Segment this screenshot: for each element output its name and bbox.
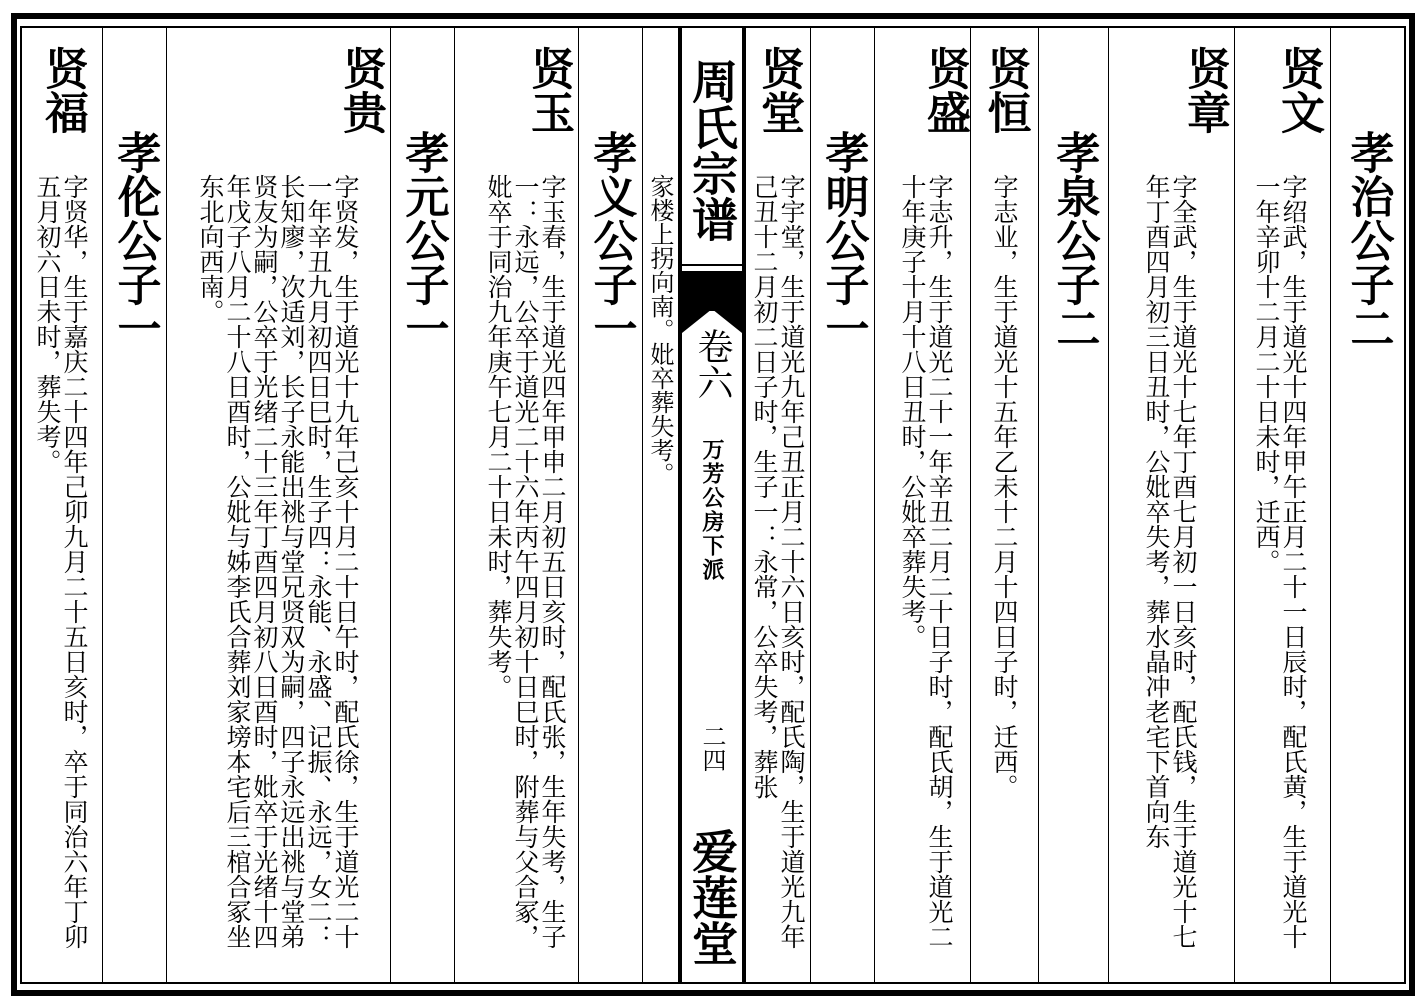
- person-name: 贤贵: [335, 46, 386, 134]
- lineage-heading: 孝治公子二: [1342, 130, 1394, 350]
- column-name-xiantang: [746, 28, 810, 982]
- book-spine: [678, 28, 746, 982]
- person-name: 贤文: [1273, 46, 1324, 134]
- spine-rule: [682, 264, 742, 266]
- column-name-xianwen: [1234, 28, 1330, 982]
- lineage-heading: 孝义公子一: [585, 130, 637, 350]
- hall-name: 爱莲堂: [685, 828, 739, 966]
- lineage-heading: 孝元公子一: [397, 130, 449, 350]
- biography-text: 字全武，生于道光十七年丁酉七月初一日亥时，配氏钱，生于道光十七年丁酉四月初三日丑时，公妣卒失考，葬水晶冲老宅下首向东: [1142, 174, 1198, 949]
- person-name: 贤玉: [523, 46, 574, 134]
- column-head-xiaoquan: [1038, 28, 1108, 982]
- column-head-xiaoyi: [578, 28, 642, 982]
- column-head-xiaozhi: [1330, 28, 1404, 982]
- biography-text: 字志业，生于道光十五年乙未十二月十四日子时，迁西。: [990, 174, 1019, 799]
- person-name: 贤章: [1179, 46, 1230, 134]
- column-head-xiaoyuan: [390, 28, 454, 982]
- column-head-xiaoming: [810, 28, 874, 982]
- branch-label: 万芳公房下派: [699, 438, 725, 582]
- column-name-xianzhang: [1108, 28, 1234, 982]
- biography-text: 字玉春，生于道光四年甲申二月初五日亥时，配氏张，生年失考，生子一：永远，公卒于道光二十六年丙午四月初十日巳时，附葬与父合冢，妣卒于同治九年庚午七月二十日未时，葬失考。: [484, 174, 567, 949]
- biography-text: 字志升，生于道光二十一年辛丑二月二十日子时，配氏胡，生于道光二十年庚子十月十八日丑时，公妣卒葬失考。: [898, 174, 954, 949]
- column-name-xianyu: [454, 28, 578, 982]
- biography-text: 字贤华，生于嘉庆二十四年己卯九月二十五日亥时，卒于同治六年丁卯五月初六日未时，葬失考。: [33, 174, 89, 949]
- column-name-xianheng: [970, 28, 1038, 982]
- column-name-xiangui: [166, 28, 390, 982]
- person-name: 贤福: [37, 46, 88, 134]
- volume-label: 卷六: [692, 328, 733, 400]
- column-head-xiaolun: [102, 28, 166, 982]
- biography-text: 字绍武，生于道光十四年甲午正月二十一日辰时，配氏黄，生于道光十一年辛卯十二月二十日未时，迁西。: [1252, 174, 1308, 949]
- person-name: 贤盛: [919, 46, 970, 134]
- column-name-xianfu: [22, 28, 102, 982]
- page-number: 二四: [698, 724, 726, 772]
- lineage-heading: 孝伦公子一: [109, 130, 161, 350]
- column-continuation: [642, 28, 678, 982]
- page-inner-frame: [20, 26, 1406, 984]
- person-name: 贤恒: [979, 46, 1031, 134]
- lineage-heading: 孝泉公子二: [1048, 130, 1100, 350]
- person-name: 贤堂: [753, 46, 804, 134]
- lineage-heading: 孝明公子一: [817, 130, 869, 350]
- biography-text: 字宇堂，生于道光九年己丑正月二十六日亥时，配氏陶，生于道光九年己丑十二月初二日子时，生子一：永常，公卒失考，葬张: [750, 174, 806, 949]
- column-name-xiansheng: [874, 28, 970, 982]
- biography-text: 家楼上拐向南。妣卒葬失考。: [646, 174, 674, 486]
- book-title: 周氏宗谱: [685, 58, 739, 242]
- biography-text: 字贤发，生于道光十九年己亥十月二十日午时，配氏徐，生于道光二十一年辛丑九月初四日巳时，生子四：永能、永盛、记振、永远，女二：长知廖，次适刘，长子永能出祧与堂兄贤双为嗣，四子永远出祧与堂弟贤友为嗣，公卒于光绪二十三年丁酉四月初八日酉时，妣卒于光绪十四年戊子八月二十八日酉时，公妣与姊李氏合葬刘家塝本宅后三棺合冢坐东北向西南。: [196, 174, 360, 949]
